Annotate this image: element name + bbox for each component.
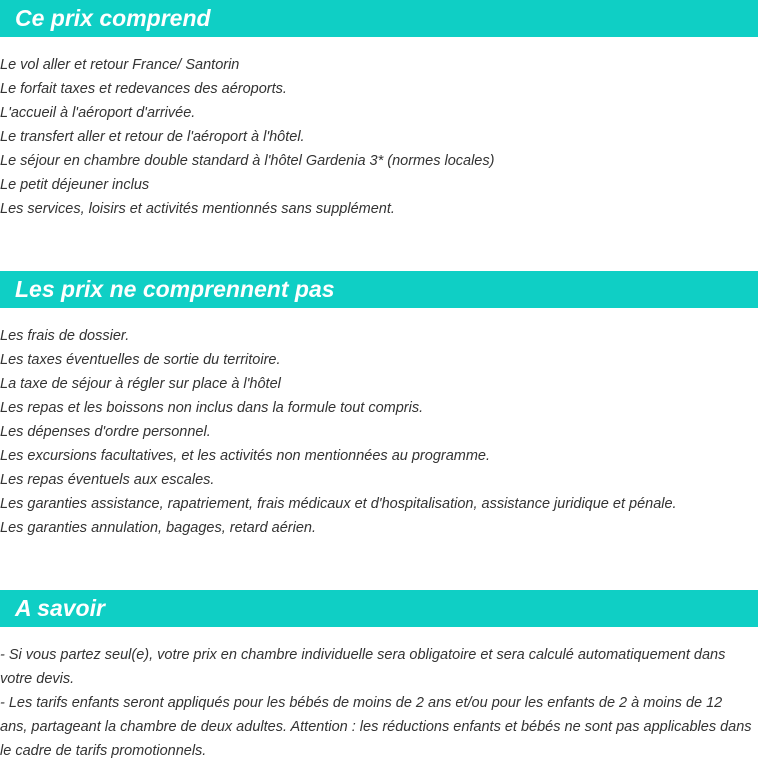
list-item: L'accueil à l'aéroport d'arrivée. [0, 105, 196, 121]
notes-body [0, 643, 758, 763]
excluded-heading: Les prix ne comprennent pas [0, 271, 758, 308]
list-item: Les garanties annulation, bagages, retard aérien. [0, 520, 316, 536]
list-item: La taxe de séjour à régler sur place à l'hôtel [0, 376, 281, 392]
list-item: Les garanties assistance, rapatriement, frais médicaux et d'hospitalisation, assistance juridique et pénale. [0, 496, 677, 512]
list-item: Le séjour en chambre double standard à l'hôtel Gardenia 3* (normes locales) [0, 153, 495, 169]
notes-heading: A savoir [0, 590, 758, 627]
list-item: Les repas et les boissons non inclus dans la formule tout compris. [0, 400, 424, 416]
list-item: Les dépenses d'ordre personnel. [0, 424, 211, 440]
included-section [0, 0, 758, 221]
list-item: Le forfait taxes et redevances des aéroports. [0, 81, 287, 97]
notes-paragraph: - Si vous partez seul(e), votre prix en chambre individuelle sera obligatoire et sera calculé automatiquement dans votre devis. [0, 647, 726, 687]
list-item: Les taxes éventuelles de sortie du territoire. [0, 352, 281, 368]
list-item: Les services, loisirs et activités mentionnés sans supplément. [0, 201, 395, 217]
list-item: Les repas éventuels aux escales. [0, 472, 215, 488]
excluded-list [0, 324, 758, 540]
list-item: Les frais de dossier. [0, 328, 130, 344]
list-item: Le transfert aller et retour de l'aéroport à l'hôtel. [0, 129, 305, 145]
list-item: Les excursions facultatives, et les activités non mentionnées au programme. [0, 448, 491, 464]
notes-section [0, 590, 758, 763]
notes-paragraph: - Les tarifs enfants seront appliqués pour les bébés de moins de 2 ans et/ou pour les enfants de 2 à moins de 12 ans, partageant la chambre de deux adultes. Attention : les réductions enfants et bébés ne sont pas applicables dans le cadre de tarifs promotionnels. [0, 695, 752, 759]
included-heading: Ce prix comprend [0, 0, 758, 37]
list-item: Le petit déjeuner inclus [0, 177, 150, 193]
included-list [0, 53, 758, 221]
excluded-section [0, 271, 758, 540]
list-item: Le vol aller et retour France/ Santorin [0, 57, 240, 73]
